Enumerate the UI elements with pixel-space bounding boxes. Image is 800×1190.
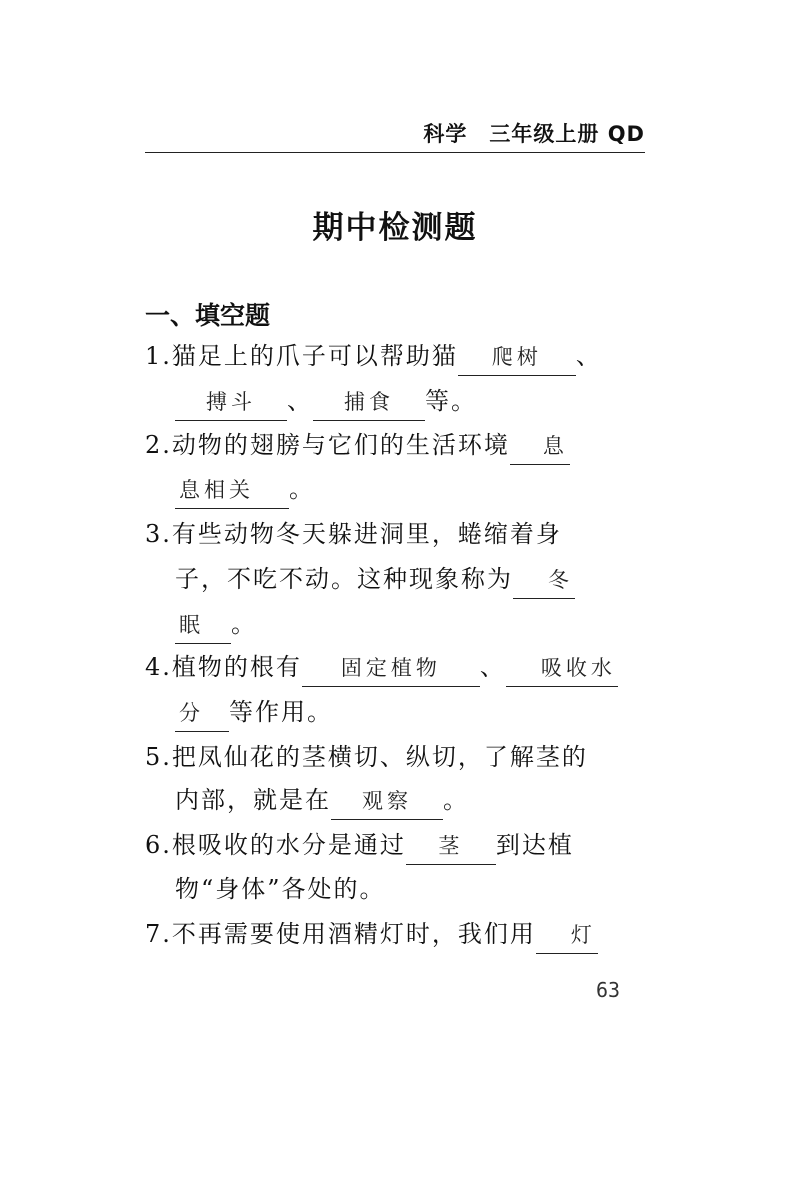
question-4-line-2: 分 等作用。 [175,690,645,734]
question-5-line-2: 内部，就是在 观察 。 [175,778,645,822]
question-6-line-2: 物“身体”各处的。 [175,875,386,903]
question-6-line-1: 6.根吸收的水分是通过 茎 到达植 [145,823,645,867]
answer-blank: 灯 [536,919,598,954]
answer-blank: 爬树 [458,341,576,376]
question-3-line-2: 子，不吃不动。这种现象称为 冬 [175,557,645,601]
answer-blank: 茎 [406,830,496,865]
header-rule [145,152,645,153]
answer-blank: 吸收水 [506,652,618,687]
page-header [145,118,645,148]
page-title: 期中检测题 [312,210,478,246]
page-number: 63 [596,978,621,1002]
question-3-line-1: 3.有些动物冬天躲进洞里，蜷缩着身 [145,520,562,548]
answer-blank: 分 [175,697,229,732]
answer-blank: 息 [510,430,570,465]
answer-blank: 息相关 [175,474,289,509]
answer-blank: 眠 [175,609,231,644]
answer-blank: 冬 [513,564,575,599]
question-4-line-1: 4.植物的根有 固定植物 、 吸收水 [145,645,645,689]
answer-blank: 搏斗 [175,386,287,421]
answer-blank: 观察 [331,785,443,820]
question-1-line-2: 搏斗 、 捕食 等。 [175,379,645,423]
answer-blank: 捕食 [313,386,425,421]
question-5-line-1: 5.把凤仙花的茎横切、纵切，了解茎的 [145,743,588,771]
question-7-line-1: 7.不再需要使用酒精灯时，我们用 灯 [145,912,645,956]
grade-label: 三年级上册 QD [489,122,645,146]
answer-blank: 固定植物 [302,652,480,687]
question-2-line-2: 息相关 。 [175,467,645,511]
question-1-line-1: 1.猫足上的爪子可以帮助猫 爬树 、 [145,334,645,378]
question-2-line-1: 2.动物的翅膀与它们的生活环境 息 [145,423,645,467]
section-heading: 一、填空题 [145,301,271,330]
question-3-line-3: 眠 。 [175,602,645,646]
subject-label: 科学 [423,122,468,146]
